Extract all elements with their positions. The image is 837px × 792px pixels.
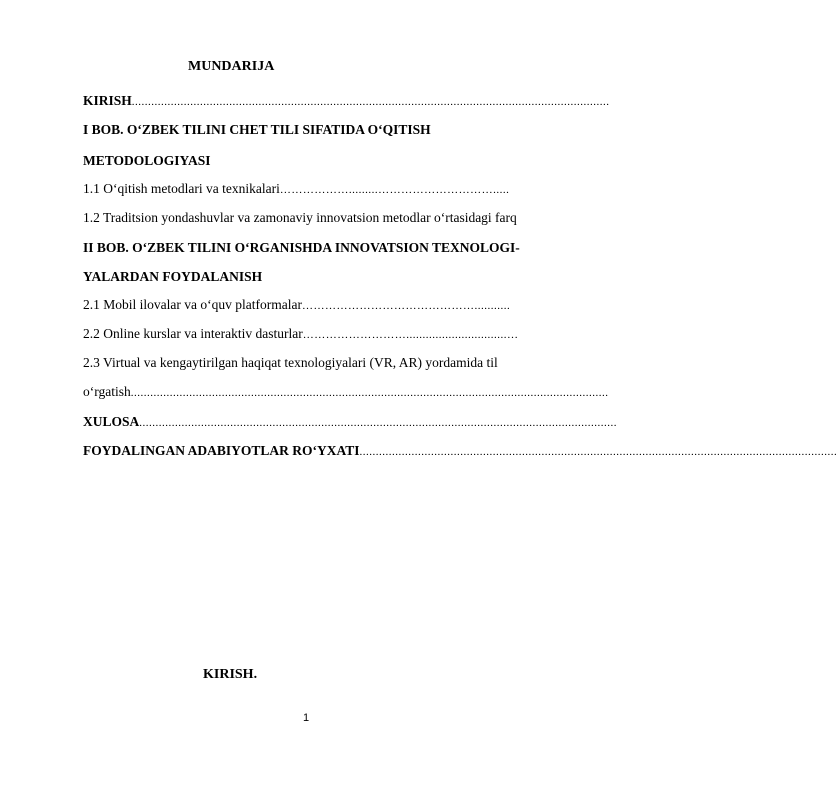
section-heading-kirish: KIRISH. (203, 667, 258, 682)
toc-chapter-2-line-2[interactable]: YALARDAN FOYDALANISH (83, 269, 263, 284)
toc-entry-2-1[interactable] (83, 296, 549, 315)
toc-entry-adabiyotlar[interactable] (83, 442, 837, 461)
toc-chapter-1-line-2[interactable]: METODOLOGIYASI (83, 153, 211, 168)
toc-chapter-1-line-1[interactable]: I BOB. O‘ZBEK TILINI CHET TILI SIFATIDA O‘QITISH (83, 122, 431, 137)
dot-leader: ………………………...............................… (302, 329, 519, 341)
toc-entry-2-2[interactable] (83, 325, 549, 344)
toc-entry-label: XULOSA (83, 414, 140, 429)
page-number: 1 (302, 712, 310, 724)
dot-leader: ................................................................................................................................................... (131, 96, 610, 108)
toc-entry-label: 2.1 Mobil ilovalar va o‘quv platformalar (83, 297, 302, 312)
dot-leader: ................................................................................................................................................... (130, 387, 609, 399)
dot-leader: ................................................................................................................................................... (139, 417, 618, 429)
toc-entry-label: 1.1 O‘qitish metodlari va texnikalari (83, 181, 280, 196)
toc-chapter-2-line-1[interactable]: II BOB. O‘ZBEK TILINI O‘RGANISHDA INNOVATSION TEXNOLOGI- (83, 240, 520, 255)
dot-leader: ................................................................................................................................................... (359, 446, 837, 458)
dot-leader: ……………….........…………………………..... (279, 184, 510, 196)
toc-entry-xulosa[interactable] (83, 413, 618, 432)
toc-entry-1-2[interactable]: 1.2 Traditsion yondashuvlar va zamonaviy innovatsion metodlar o‘rtasidagi farq (83, 210, 517, 225)
toc-entry-2-3-line-1[interactable]: 2.3 Virtual va kengaytirilgan haqiqat texnologiyalari (VR, AR) yordamida til (83, 355, 498, 370)
toc-entry-label: 2.2 Online kurslar va interaktiv dasturlar (83, 326, 303, 341)
toc-title: MUNDARIJA (188, 59, 275, 74)
toc-entry-kirish[interactable] (83, 92, 610, 111)
toc-entry-2-3-line-2[interactable] (83, 383, 609, 402)
dot-leader: ………………………………………........... (301, 300, 511, 312)
toc-entry-label: o‘rgatish (83, 384, 131, 399)
toc-entry-label: KIRISH (83, 93, 132, 108)
toc-entry-1-1[interactable] (83, 180, 549, 199)
toc-entry-label: FOYDALINGAN ADABIYOTLAR RO‘YXATI (83, 443, 360, 458)
